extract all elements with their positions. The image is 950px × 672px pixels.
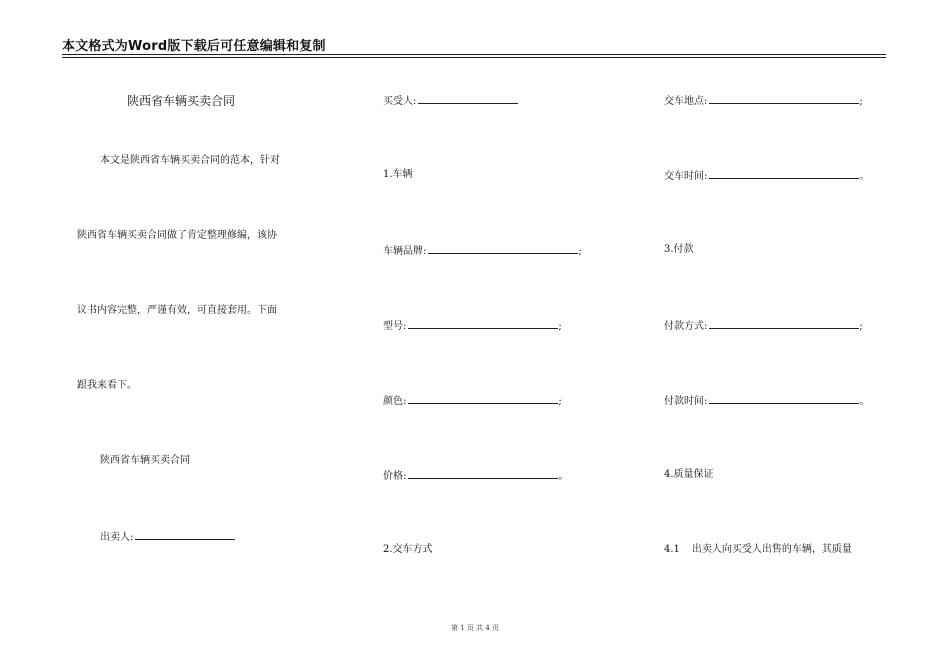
brand-label: 车辆品牌:	[383, 246, 427, 257]
section-vehicle: 1.车辆	[383, 169, 413, 180]
intro-line-1: 本文是陕西省车辆买卖合同的范本，针对	[100, 155, 280, 166]
seller-label: 出卖人:	[100, 532, 134, 543]
color-blank[interactable]	[408, 394, 558, 404]
brand-field	[383, 244, 582, 258]
delivery-time-end: 。	[859, 171, 870, 182]
payment-time-label: 付款时间:	[664, 396, 708, 407]
model-blank[interactable]	[408, 319, 558, 329]
clause-4-1-number: 4.1	[664, 544, 680, 555]
payment-method-field	[664, 319, 863, 333]
price-blank[interactable]	[408, 469, 558, 479]
payment-method-end: ;	[859, 321, 863, 332]
color-field	[383, 394, 562, 408]
seller-blank[interactable]	[135, 530, 235, 540]
document-title: 陕西省车辆买卖合同	[127, 94, 236, 108]
model-field	[383, 319, 562, 333]
section-payment: 3.付款	[664, 244, 694, 255]
color-end: ;	[558, 396, 562, 407]
model-end: ;	[558, 321, 562, 332]
delivery-time-field	[664, 169, 869, 183]
clause-4-1	[664, 544, 852, 556]
intro-line-2: 陕西省车辆买卖合同做了肯定整理修编，该协	[77, 230, 277, 241]
header-rule	[62, 57, 886, 58]
intro-line-4: 跟我来看下。	[77, 380, 137, 391]
clause-4-1-text: 出卖人向买受人出售的车辆，其质量	[691, 544, 852, 555]
buyer-field	[383, 94, 518, 108]
buyer-blank[interactable]	[418, 94, 518, 104]
header-text: 本文格式为Word版下载后可任意编辑和复制	[62, 39, 326, 54]
seller-field	[100, 530, 235, 544]
buyer-label: 买受人:	[383, 96, 417, 107]
price-field	[383, 469, 568, 483]
page-header	[62, 34, 886, 55]
price-label: 价格:	[383, 471, 407, 482]
delivery-place-field	[664, 94, 863, 108]
payment-time-blank[interactable]	[709, 394, 859, 404]
section-delivery: 2.交车方式	[383, 544, 433, 555]
delivery-time-blank[interactable]	[709, 169, 859, 179]
brand-end: ;	[578, 246, 582, 257]
contract-subtitle: 陕西省车辆买卖合同	[100, 455, 190, 466]
section-quality: 4.质量保证	[664, 469, 714, 480]
color-label: 颜色:	[383, 396, 407, 407]
intro-line-3: 议书内容完整，严谨有效，可直接套用。下面	[77, 305, 277, 316]
payment-time-end: 。	[859, 396, 870, 407]
delivery-place-blank[interactable]	[709, 94, 859, 104]
model-label: 型号:	[383, 321, 407, 332]
page-footer: 第 1 页 共 4 页	[450, 624, 500, 632]
payment-time-field	[664, 394, 869, 408]
payment-method-label: 付款方式:	[664, 321, 708, 332]
delivery-time-label: 交车时间:	[664, 171, 708, 182]
delivery-place-end: ;	[859, 96, 863, 107]
payment-method-blank[interactable]	[709, 319, 859, 329]
brand-blank[interactable]	[428, 244, 578, 254]
price-end: 。	[558, 471, 569, 482]
delivery-place-label: 交车地点:	[664, 96, 708, 107]
